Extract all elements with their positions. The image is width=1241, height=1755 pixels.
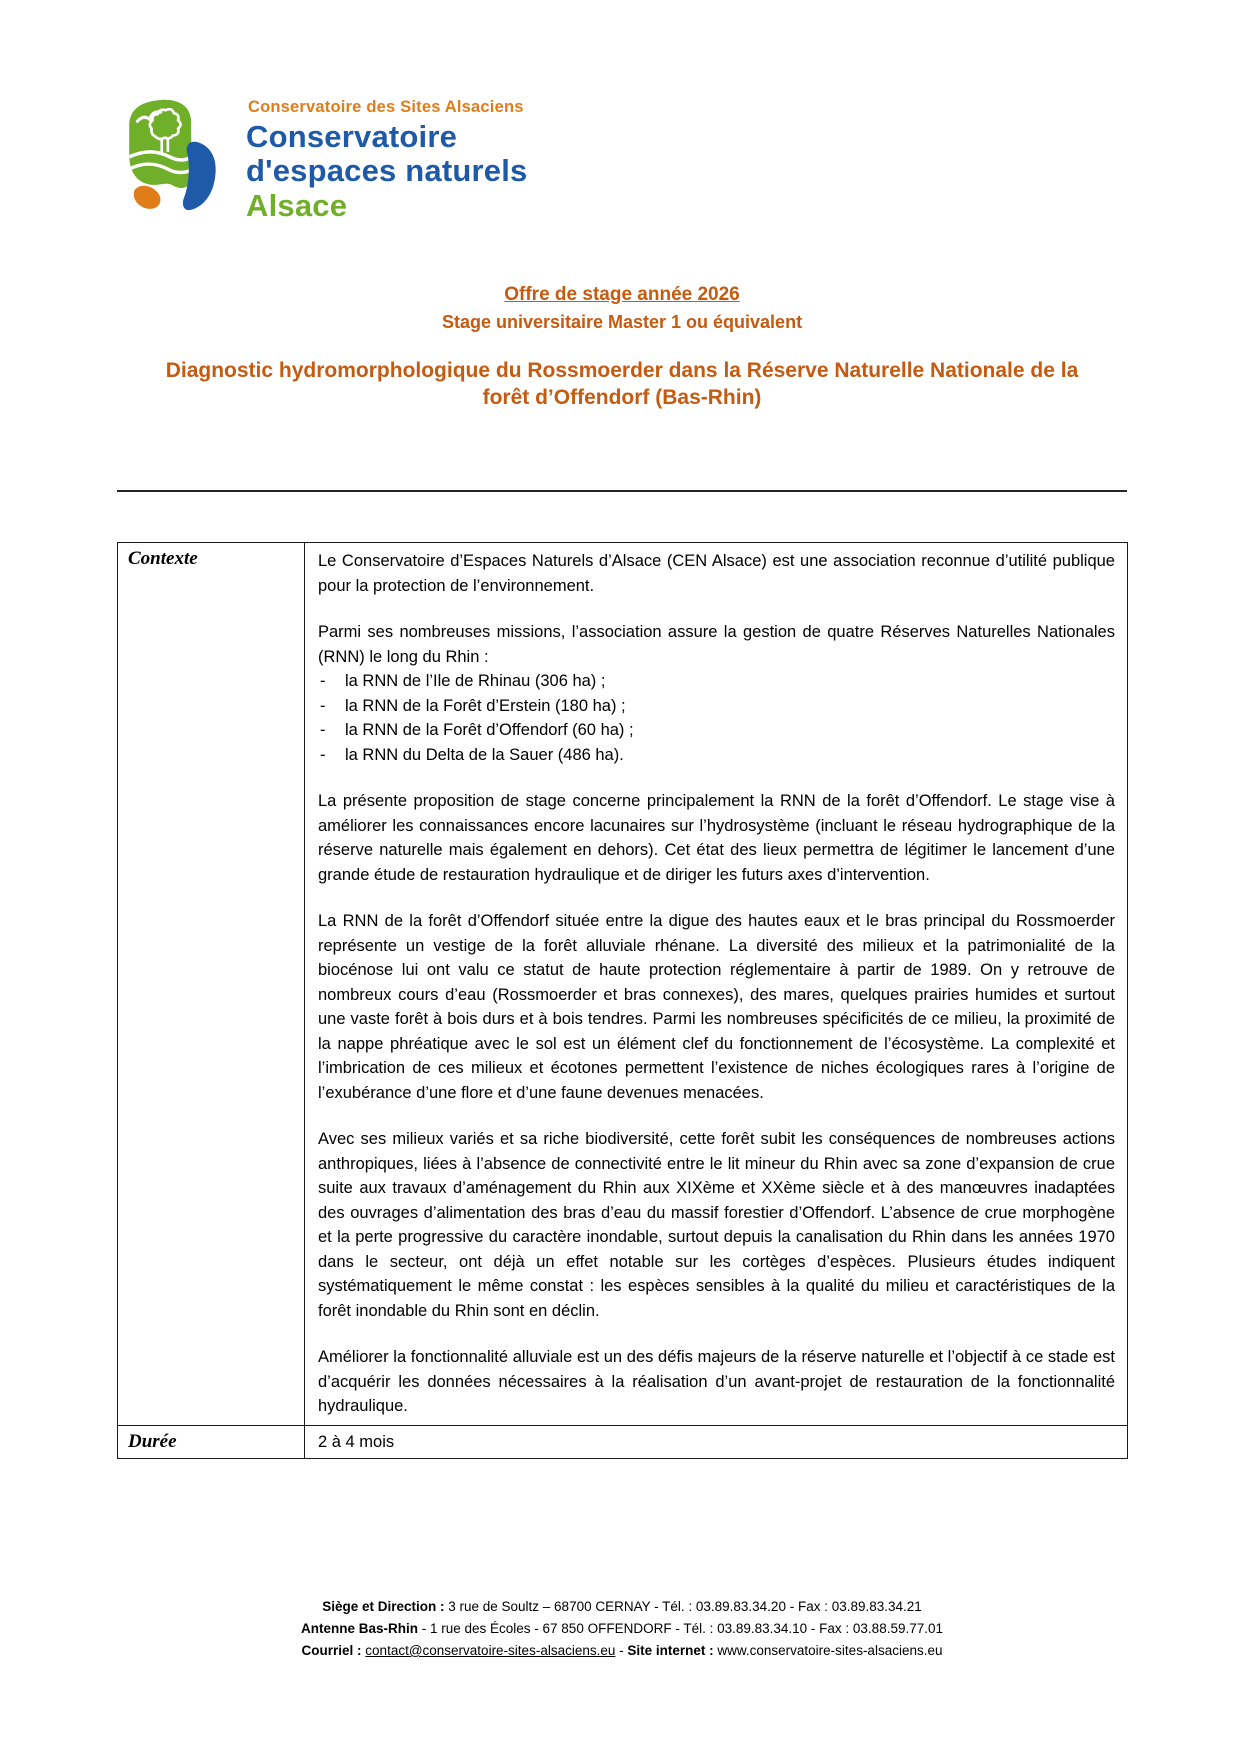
footer-text-antenne: - 1 rue des Écoles - 67 850 OFFENDORF - Tél. : 03.89.83.34.10 - Fax : 03.88.59.77.01 — [417, 1621, 944, 1636]
cen-alsace-logo-icon — [122, 96, 234, 224]
document-footer — [117, 1596, 1127, 1662]
logo — [122, 96, 528, 224]
list-item-text: la RNN de l’Ile de Rhinau (306 ha) ; — [345, 672, 606, 690]
footer-line-antenne — [117, 1618, 1127, 1640]
contexte-paragraph-5: Avec ses milieux variés et sa riche biodiversité, cette forêt subit les conséquences de nombreuses actions anthropiques, liées à l’absence de connectivité entre le lit mineur du Rhin avec sa zone d’expansion de crue suite aux travaux d’aménagement du Rhin aux XIXème et XXème siècle et à des manœuvres inadaptées des ouvrages d’alimentation des bras d’eau du massif forestier d’Offendorf. L’absence de crue morphogène et la perte progressive du caractère inondable, surtout depuis la canalisation du Rhin dans les années 1970 dans le secteur, ont déjà un effet notable sur les cortèges d’espèces. Plusieurs études indiquent systématiquement le même constat : les espèces sensibles à la qualité du milieu et caractéristiques de la forêt inondable du Rhin sont en déclin. — [318, 1130, 1115, 1320]
footer-label-antenne: Antenne Bas-Rhin — [300, 1621, 418, 1636]
footer-text-site: www.conservatoire-sites-alsaciens.eu — [713, 1643, 943, 1658]
list-item — [318, 718, 1115, 743]
logo-name-line1: Conservatoire — [246, 119, 458, 154]
email-link[interactable]: contact@conservatoire-sites-alsaciens.eu — [365, 1643, 616, 1658]
logo-region: Alsace — [246, 188, 348, 223]
footer-label-siege: Siège et Direction : — [322, 1599, 445, 1614]
details-table — [117, 542, 1128, 1459]
internship-subject-title: Diagnostic hydromorphologique du Rossmoerder dans la Réserve Naturelle Nationale de la forêt d’Offendorf (Bas-Rhin) — [165, 359, 1079, 409]
list-item-text: la RNN de la Forêt d’Erstein (180 ha) ; — [345, 696, 626, 715]
logo-tagline: Conservatoire des Sites Alsaciens — [248, 98, 524, 116]
list-item — [318, 743, 1115, 768]
contexte-content-cell — [305, 543, 1128, 1426]
row-label-contexte: Contexte — [118, 543, 305, 1426]
contexte-paragraph-1: Le Conservatoire d’Espaces Naturels d’Alsace (CEN Alsace) est une association reconnue d’utilité publique pour la protection de l’environnement. — [318, 552, 1115, 595]
row-label-duree: Durée — [118, 1425, 305, 1458]
footer-line-siege — [117, 1596, 1127, 1618]
offer-level: Stage universitaire Master 1 ou équivalent — [441, 312, 803, 332]
footer-text-siege: 3 rue de Soultz – 68700 CERNAY - Tél. : 03.89.83.34.20 - Fax : 03.89.83.34.21 — [444, 1599, 922, 1614]
contexte-paragraph-2: Parmi ses nombreuses missions, l’association assure la gestion de quatre Réserves Naturelles Nationales (RNN) le long du Rhin : — [318, 623, 1115, 666]
list-bullet: - — [320, 672, 326, 690]
table-row-contexte — [118, 543, 1128, 1426]
title-block — [117, 284, 1127, 411]
footer-label-courriel: Courriel : — [301, 1643, 362, 1658]
contexte-paragraph-4: La RNN de la forêt d’Offendorf située entre la digue des hautes eaux et le bras principal du Rossmoerder représente un vestige de la forêt alluviale rhénane. La diversité des milieux et la patrimonialité de la biocénose lui ont valu ce statut de haute protection réglementaire à partir de 1989. On y retrouve de nombreux cours d’eau (Rossmoerder et bras connexes), des mares, quelques prairies humides et surtout une vaste forêt à bois durs et à bois tendres. Parmi les nombreuses spécificités de ce milieu, la proximité de la nappe phréatique avec le sol est un élément clef du fonctionnement de l’écosystème. La complexité et l’imbrication de ces milieux et écotones permettent l’existence de niches écologiques rares à l’origine de l’exubérance d’une flore et d’une faune devenues menacées. — [318, 912, 1115, 1102]
logo-name-line2: d'espaces naturels — [246, 153, 528, 188]
table-row-duree — [118, 1425, 1128, 1458]
duree-value: 2 à 4 mois — [305, 1425, 1128, 1458]
contexte-paragraph-6: Améliorer la fonctionnalité alluviale est un des défis majeurs de la réserve naturelle et l’objectif à ce stade est d’acquérir les données nécessaires à la réalisation d’un avant-projet de restauration de la fonctionnalité hydraulique. — [318, 1348, 1115, 1415]
list-item-text: la RNN de la Forêt d’Offendorf (60 ha) ; — [345, 721, 634, 739]
offer-title: Offre de stage année 2026 — [504, 284, 740, 305]
list-item — [318, 694, 1115, 719]
list-item-text: la RNN du Delta de la Sauer (486 ha). — [345, 745, 624, 764]
rnn-list — [318, 669, 1115, 767]
list-item — [318, 669, 1115, 694]
list-bullet: - — [320, 696, 326, 715]
footer-separator: - — [615, 1643, 628, 1658]
logo-text — [246, 96, 528, 224]
footer-line-contact — [117, 1640, 1127, 1662]
list-bullet: - — [320, 721, 326, 739]
footer-label-site: Site internet : — [627, 1643, 714, 1658]
title-separator-line — [117, 490, 1127, 492]
list-bullet: - — [320, 745, 326, 764]
contexte-paragraph-3: La présente proposition de stage concerne principalement la RNN de la forêt d’Offendorf. Le stage vise à améliorer les connaissances encore lacunaires sur l’hydrosystème (incluant le réseau hydrographique de la réserve naturelle mais également en dehors). Cet état des lieux permettra de légitimer le lancement d’une grande étude de restauration hydraulique et de diriger les futurs axes d’intervention. — [318, 792, 1115, 884]
